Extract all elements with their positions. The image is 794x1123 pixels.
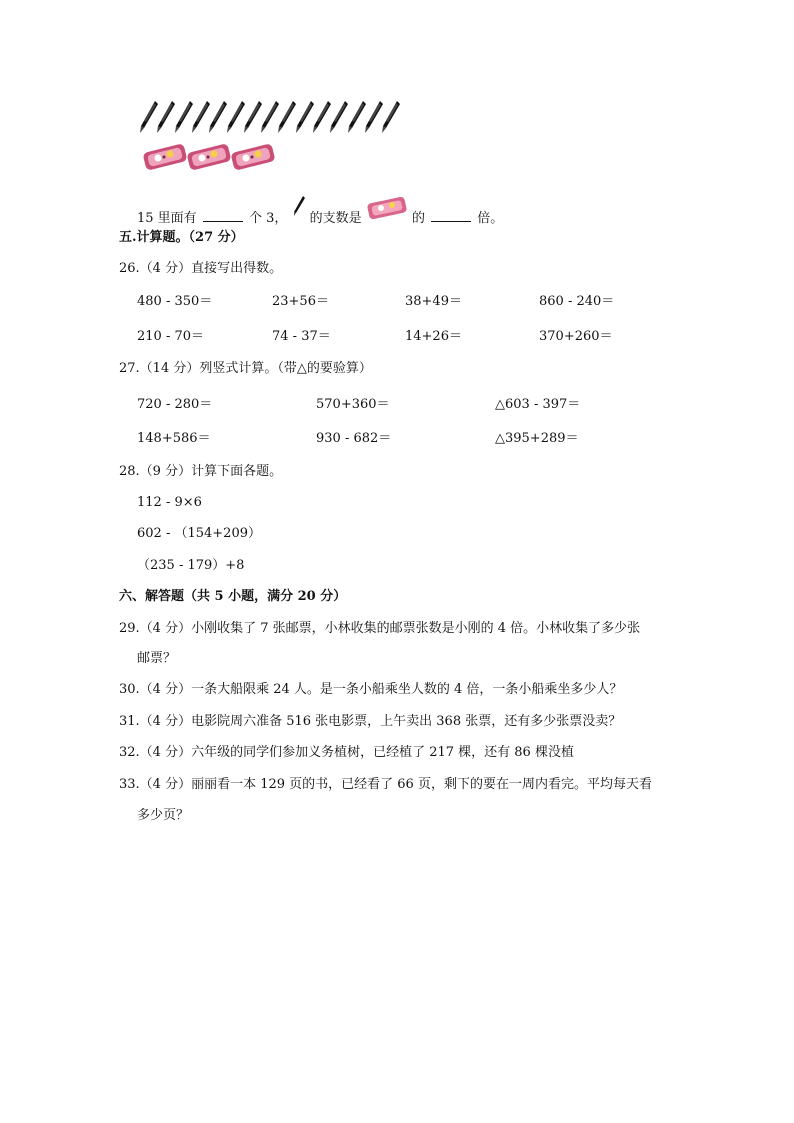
calc-item: 930 - 682＝	[316, 431, 392, 446]
calc-item: 38+49＝	[405, 294, 462, 309]
calc-item: 148+586＝	[137, 431, 211, 446]
pens-question	[137, 203, 503, 227]
question-text: 的支数是	[309, 211, 362, 226]
pen-icon	[292, 203, 306, 219]
calc-item: 370+260＝	[539, 329, 613, 344]
question-text: 倍。	[477, 211, 504, 226]
calc-item: 860 - 240＝	[539, 294, 615, 309]
question-text: 邮票？	[137, 651, 177, 666]
calc-item: 210 - 70＝	[137, 329, 205, 344]
pencil-case-icon	[230, 140, 276, 176]
pen-icon	[379, 100, 401, 138]
question-text: 多少页？	[137, 808, 190, 823]
calc-item: 480 - 350＝	[137, 294, 213, 309]
question-title: 27.（14 分）列竖式计算。（带△的要验算）	[119, 361, 372, 376]
answer-blank-2[interactable]	[431, 209, 471, 222]
section-title: 六、解答题（共 5 小题，满分 20 分）	[119, 589, 347, 604]
calc-item: 570+360＝	[316, 397, 390, 412]
calc-item: （235 - 179）+8	[137, 558, 245, 573]
calc-item: 602 - （154+209）	[137, 526, 261, 541]
question-text: 31.（4 分）电影院周六准备 516 张电影票，上午卖出 368 张票，还有多少张票没卖？	[119, 714, 622, 729]
question-text: 15 里面有	[137, 211, 197, 226]
calc-item: 112 - 9×6	[137, 495, 202, 510]
question-text: 29.（4 分）小刚收集了 7 张邮票，小林收集的邮票张数是小刚的 4 倍。小林收集了多少张	[119, 621, 641, 636]
question-title: 26.（4 分）直接写出得数。	[119, 261, 283, 276]
question-text: 30.（4 分）一条大船限乘 24 人。是一条小船乘坐人数的 4 倍，一条小船乘坐多少人？	[119, 682, 623, 697]
calc-item: △603 - 397＝	[495, 397, 581, 412]
question-text: 32.（4 分）六年级的同学们参加义务植树，已经植了 217 棵，还有 86 棵没植	[119, 745, 574, 760]
calc-item: 14+26＝	[405, 329, 462, 344]
answer-blank-1[interactable]	[203, 209, 243, 222]
calc-item: 720 - 280＝	[137, 397, 213, 412]
section-title: 五.计算题。（27 分）	[119, 230, 244, 245]
calc-item: △395+289＝	[495, 431, 579, 446]
calc-item: 23+56＝	[272, 294, 329, 309]
pencil-case-icon	[142, 140, 188, 176]
question-text: 个 3，	[248, 211, 288, 226]
pencil-case-icon	[186, 140, 232, 176]
question-text: 的	[411, 211, 425, 226]
question-text: 33.（4 分）丽丽看一本 129 页的书，已经看了 66 页，剩下的要在一周内看完。平均每天看	[119, 777, 652, 792]
question-title: 28.（9 分）计算下面各题。	[119, 464, 283, 479]
pencil-case-icon	[366, 208, 408, 224]
calc-item: 74 - 37＝	[272, 329, 331, 344]
